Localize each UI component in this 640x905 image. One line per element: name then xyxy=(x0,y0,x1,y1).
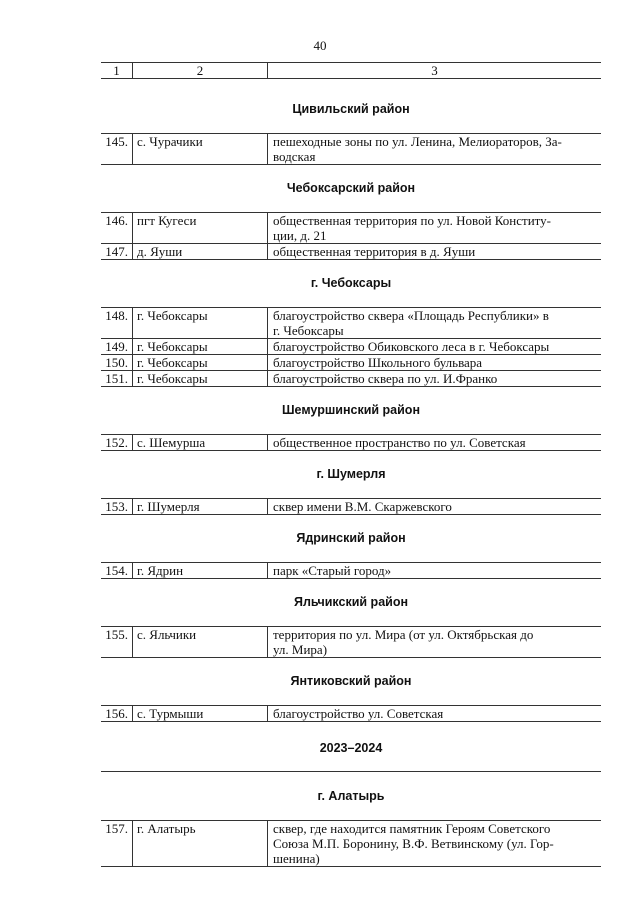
description-line: благоустройство Школьного бульвара xyxy=(273,355,483,370)
section-heading: Чебоксарский район xyxy=(286,181,416,195)
description-line: благоустройство сквера «Площадь Республики» в xyxy=(273,308,549,323)
row-description xyxy=(268,355,601,370)
sections-container xyxy=(101,102,601,867)
section-heading: г. Шумерля xyxy=(316,467,386,481)
row-place: с. Яльчики xyxy=(133,627,268,657)
description-line: ул. Мира) xyxy=(273,642,328,657)
section-heading: Цивильский район xyxy=(292,102,410,116)
description-line: водская xyxy=(273,149,316,164)
description-line: г. Чебоксары xyxy=(273,323,344,338)
page-number: 40 xyxy=(313,38,327,53)
table-header-row xyxy=(101,62,601,79)
description-line: парк «Старый город» xyxy=(273,563,392,578)
row-number: 157. xyxy=(101,821,133,866)
table-row xyxy=(101,434,601,451)
table-row xyxy=(101,370,601,387)
description-line: общественная территория по ул. Новой Конститу- xyxy=(273,213,552,228)
row-place: г. Алатырь xyxy=(133,821,268,866)
row-number: 147. xyxy=(101,244,133,259)
section-heading: г. Чебоксары xyxy=(310,276,392,290)
row-number: 156. xyxy=(101,706,133,721)
description-line: сквер, где находится памятник Героям Советского xyxy=(273,821,551,836)
description-line: общественное пространство по ул. Советская xyxy=(273,435,526,450)
table-row xyxy=(101,133,601,165)
document-table xyxy=(101,62,601,867)
table-row xyxy=(101,498,601,515)
table-row xyxy=(101,243,601,260)
row-number: 154. xyxy=(101,563,133,578)
row-description xyxy=(268,213,601,243)
table-row xyxy=(101,212,601,243)
row-description xyxy=(268,627,601,657)
row-place: г. Чебоксары xyxy=(133,308,268,338)
table-row xyxy=(101,820,601,867)
description-line: сквер имени В.М. Скаржевского xyxy=(273,499,452,514)
row-description xyxy=(268,563,601,578)
row-place: д. Яуши xyxy=(133,244,268,259)
row-number: 150. xyxy=(101,355,133,370)
table-row xyxy=(101,307,601,338)
section-heading: Янтиковский район xyxy=(290,674,412,688)
description-line: территория по ул. Мира (от ул. Октябрьская до xyxy=(273,627,534,642)
row-place: с. Шемурша xyxy=(133,435,268,450)
row-description xyxy=(268,371,601,386)
table-row xyxy=(101,626,601,658)
description-line: благоустройство сквера по ул. И.Франко xyxy=(273,371,498,386)
row-description xyxy=(268,706,601,721)
row-number: 146. xyxy=(101,213,133,243)
row-description xyxy=(268,308,601,338)
row-number: 152. xyxy=(101,435,133,450)
header-col-1: 1 xyxy=(101,63,133,78)
description-line: благоустройство ул. Советская xyxy=(273,706,444,721)
row-number: 145. xyxy=(101,134,133,164)
row-description xyxy=(268,821,601,866)
row-place: пгт Кугеси xyxy=(133,213,268,243)
row-place: г. Чебоксары xyxy=(133,371,268,386)
description-line: общественная территория в д. Яуши xyxy=(273,244,476,259)
section-heading: 2023–2024 xyxy=(319,741,383,755)
table-row xyxy=(101,705,601,722)
description-line: пешеходные зоны по ул. Ленина, Мелиораторов, За- xyxy=(273,134,562,149)
row-number: 148. xyxy=(101,308,133,338)
description-line: ции, д. 21 xyxy=(273,228,327,243)
description-line: шенина) xyxy=(273,851,320,866)
table-row xyxy=(101,562,601,579)
row-place: г. Шумерля xyxy=(133,499,268,514)
section-heading: г. Алатырь xyxy=(317,789,385,803)
section-heading: Ядринский район xyxy=(296,531,406,545)
header-col-2: 2 xyxy=(133,63,268,78)
table-row xyxy=(101,354,601,370)
row-number: 149. xyxy=(101,339,133,354)
row-number: 153. xyxy=(101,499,133,514)
row-description xyxy=(268,244,601,259)
row-number: 151. xyxy=(101,371,133,386)
row-place: г. Чебоксары xyxy=(133,339,268,354)
section-heading: Шемуршинский район xyxy=(281,403,420,417)
header-col-3: 3 xyxy=(431,63,438,78)
row-number: 155. xyxy=(101,627,133,657)
row-description xyxy=(268,435,601,450)
description-line: благоустройство Обиковского леса в г. Чебоксары xyxy=(273,339,550,354)
row-place: с. Чурачики xyxy=(133,134,268,164)
row-description xyxy=(268,134,601,164)
row-place: с. Турмыши xyxy=(133,706,268,721)
row-place: г. Чебоксары xyxy=(133,355,268,370)
description-line: Союза М.П. Боронину, В.Ф. Ветвинскому (ул. Гор- xyxy=(273,836,554,851)
row-place: г. Ядрин xyxy=(133,563,268,578)
section-heading: Яльчикский район xyxy=(293,595,409,609)
table-row xyxy=(101,338,601,354)
year-separator xyxy=(101,771,601,772)
row-description xyxy=(268,339,601,354)
row-description xyxy=(268,499,601,514)
